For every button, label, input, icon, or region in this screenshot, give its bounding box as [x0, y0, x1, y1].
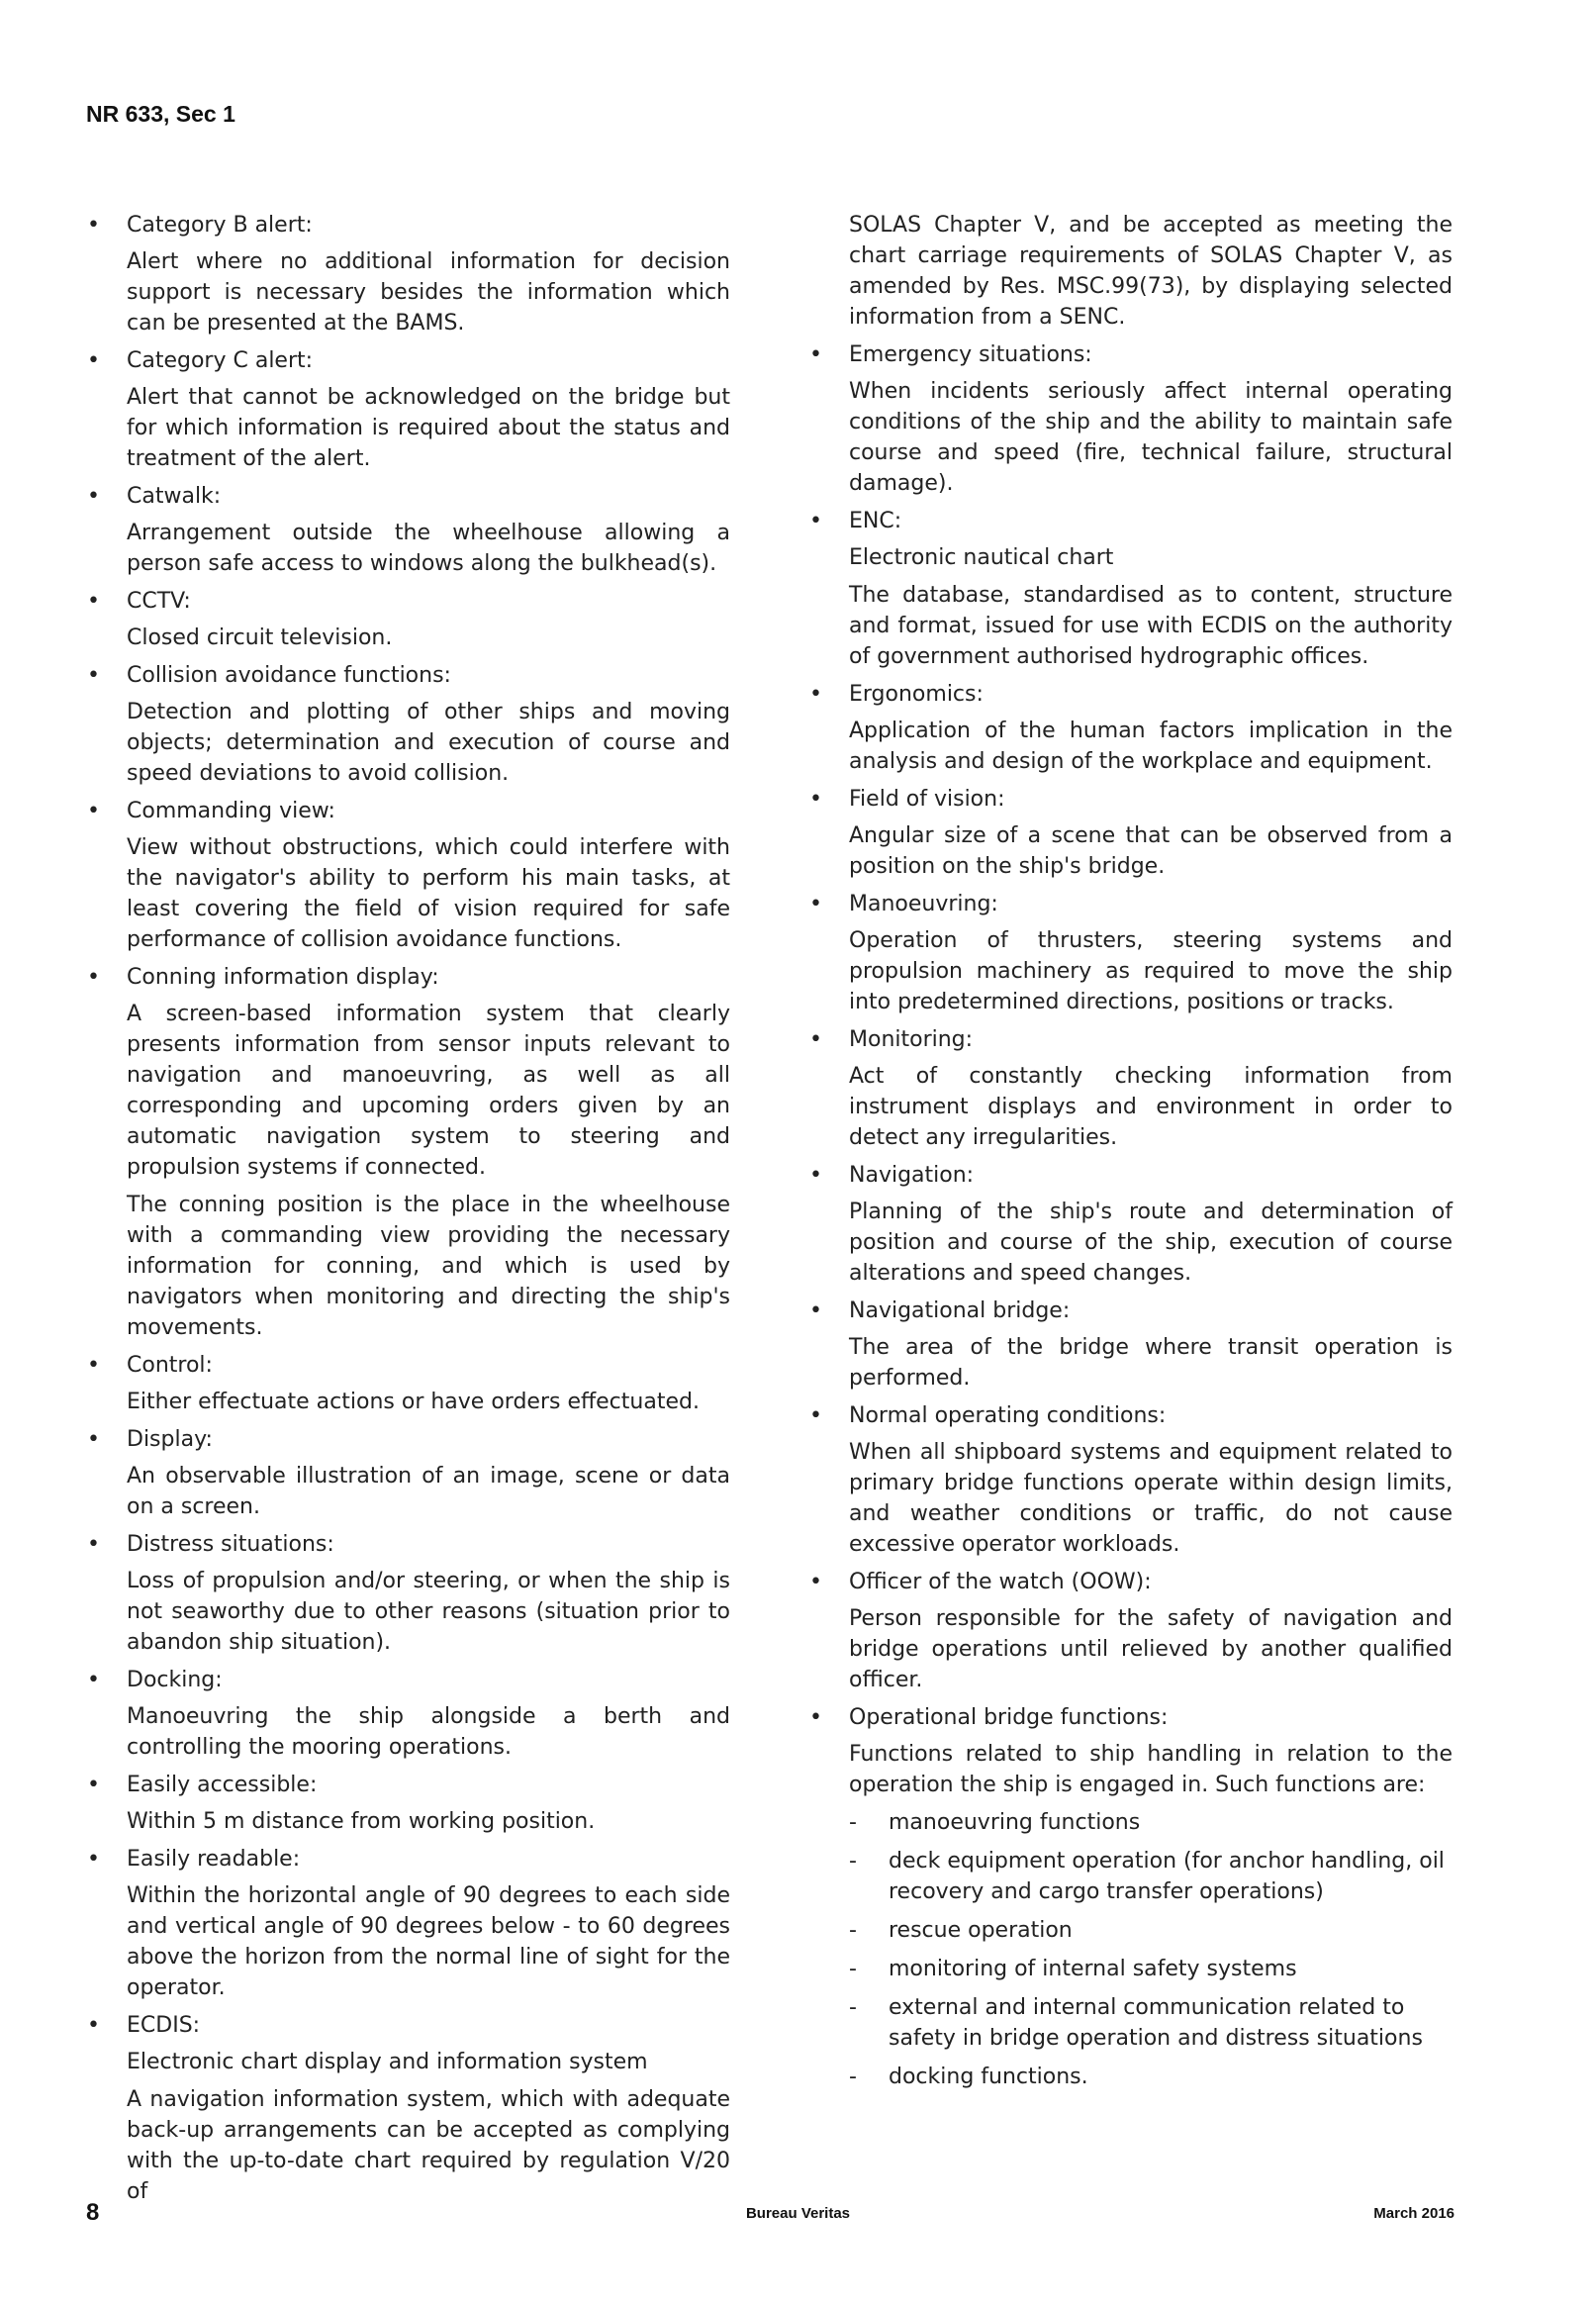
glossary-definition: The database, standardised as to content, structure and format, issued for use with ECDIS on the authority of government authorised hydrographic offices. [849, 583, 1453, 669]
glossary-entry [809, 784, 1453, 882]
glossary-definition: Either effectuate actions or have orders effectuated. [127, 1390, 700, 1414]
glossary-term [87, 481, 730, 512]
glossary-entry [87, 660, 730, 789]
glossary-definition: View without obstructions, which could interfere with the navigator's ability to perform his main tasks, at least covering the field of vision required for safe performance of collision avoidance functions. [127, 835, 730, 952]
dash-marker: - [849, 1849, 857, 1874]
glossary-term-label: ENC: [849, 509, 902, 533]
list-item [849, 1954, 1453, 1984]
glossary-term-label: Operational bridge functions: [849, 1705, 1169, 1730]
glossary-term [809, 506, 1453, 536]
glossary-term [809, 1024, 1453, 1055]
bullet-marker: • [87, 799, 100, 823]
bullet-marker: • [87, 965, 100, 990]
glossary-definition: Alert that cannot be acknowledged on the bridge but for which information is required about the status and treatment of the alert. [127, 385, 730, 471]
glossary-term-label: Conning information display: [127, 965, 439, 990]
glossary-term-label: Docking: [127, 1668, 223, 1692]
left-column [87, 210, 730, 2214]
bullet-marker: • [809, 1163, 822, 1188]
glossary-entry [809, 1024, 1453, 1153]
glossary-term-label: Category C alert: [127, 348, 314, 373]
glossary-definition: A screen-based information system that clearly presents information from sensor inputs relevant to navigation and manoeuvring, as well as all corresponding and upcoming orders given by an automatic navigation system to steering and propulsion systems if connected. [127, 1002, 730, 1180]
list-item-text: rescue operation [889, 1918, 1073, 1943]
publisher-name: Bureau Veritas [745, 2205, 851, 2222]
bullet-marker: • [87, 1773, 100, 1797]
glossary-term [87, 586, 730, 617]
glossary-term-label: Ergonomics: [849, 682, 984, 707]
glossary-term [87, 345, 730, 376]
glossary-definition: Electronic nautical chart [849, 545, 1114, 570]
glossary-term [87, 660, 730, 691]
bullet-marker: • [87, 1532, 100, 1557]
glossary-entry [809, 1400, 1453, 1560]
glossary-term-label: Easily readable: [127, 1847, 301, 1872]
glossary-entry [87, 1529, 730, 1658]
glossary-definition: Alert where no additional information for decision support is necessary besides the information which can be presented at the BAMS. [127, 249, 730, 336]
glossary-entry [87, 586, 730, 653]
bullet-marker: • [87, 1427, 100, 1452]
glossary-definition: An observable illustration of an image, scene or data on a screen. [127, 1464, 730, 1519]
glossary-term [809, 1400, 1453, 1431]
bridge-functions-list [849, 1807, 1453, 2092]
dash-marker: - [849, 1810, 857, 1835]
dash-marker: - [849, 1957, 857, 1981]
glossary-definition: A navigation information system, which with adequate back-up arrangements can be accepted as complying with the up-to-date chart required by regulation V/20 of [127, 2087, 730, 2204]
bullet-marker: • [87, 589, 100, 614]
glossary-entry [87, 1424, 730, 1522]
bullet-marker: • [809, 1705, 822, 1730]
glossary-term-label: Easily accessible: [127, 1773, 318, 1797]
glossary-term-label: Navigational bridge: [849, 1298, 1071, 1323]
continued-definition: SOLAS Chapter V, and be accepted as meeting the chart carriage requirements of SOLAS Chapter V, as amended by Res. MSC.99(73), by displaying selected information from a SENC. [849, 213, 1453, 330]
publication-date: March 2016 [1373, 2205, 1455, 2222]
glossary-entry [87, 481, 730, 579]
glossary-term [809, 889, 1453, 919]
glossary-term-label: Emergency situations: [849, 342, 1092, 367]
glossary-term [87, 1770, 730, 1800]
glossary-term-label: Officer of the watch (OOW): [849, 1570, 1152, 1594]
glossary-term [87, 2010, 730, 2041]
list-item [849, 1846, 1453, 1907]
glossary-term [87, 210, 730, 240]
glossary-definition: Electronic chart display and information system [127, 2050, 648, 2074]
glossary-term-label: Navigation: [849, 1163, 975, 1188]
bullet-marker: • [809, 892, 822, 916]
list-item-text: external and internal communication related to safety in bridge operation and distress situations [889, 1995, 1423, 2051]
glossary-term-label: Collision avoidance functions: [127, 663, 451, 688]
glossary-term [87, 1665, 730, 1695]
glossary-entry [87, 1665, 730, 1763]
glossary-definition: Operation of thrusters, steering systems and propulsion machinery as required to move the ship into predetermined directions, positions or tracks. [849, 928, 1453, 1014]
glossary-entry [87, 345, 730, 474]
list-item-text: monitoring of internal safety systems [889, 1957, 1297, 1981]
glossary-term [809, 1296, 1453, 1326]
right-column [809, 210, 1453, 2100]
glossary-definition: Functions related to ship handling in relation to the operation the ship is engaged in. Such functions are: [849, 1742, 1453, 1797]
glossary-term-label: Manoeuvring: [849, 892, 998, 916]
list-item [849, 2062, 1453, 2092]
page-number: 8 [86, 2199, 100, 2226]
bullet-marker: • [87, 348, 100, 373]
glossary-term [809, 679, 1453, 710]
bullet-marker: • [87, 484, 100, 509]
glossary-definition: Person responsible for the safety of navigation and bridge operations until relieved by another qualified officer. [849, 1606, 1453, 1692]
glossary-term-label: Control: [127, 1353, 213, 1378]
glossary-entry [87, 1770, 730, 1837]
glossary-entry [87, 210, 730, 338]
glossary-term [87, 1844, 730, 1874]
dash-marker: - [849, 1918, 857, 1943]
bullet-marker: • [87, 1668, 100, 1692]
glossary-term [87, 796, 730, 826]
glossary-definition: Within 5 m distance from working position. [127, 1809, 596, 1834]
glossary-definition: Within the horizontal angle of 90 degrees to each side and vertical angle of 90 degrees below - to 60 degrees above the horizon from the normal line of sight for the operator. [127, 1883, 730, 2000]
glossary-term [87, 962, 730, 993]
bullet-marker: • [87, 663, 100, 688]
bullet-marker: • [87, 1847, 100, 1872]
glossary-term [87, 1350, 730, 1381]
glossary-definition: Application of the human factors implication in the analysis and design of the workplace and equipment. [849, 719, 1453, 774]
bullet-marker: • [87, 2013, 100, 2038]
bullet-marker: • [809, 342, 822, 367]
dash-marker: - [849, 1995, 857, 2020]
list-item [849, 1807, 1453, 1838]
bullet-marker: • [809, 1027, 822, 1052]
glossary-term-label: Distress situations: [127, 1532, 334, 1557]
glossary-entry [809, 506, 1453, 672]
glossary-entry [87, 2010, 730, 2207]
glossary-entry [809, 1702, 1453, 1800]
glossary-term [809, 339, 1453, 370]
glossary-term [809, 1702, 1453, 1733]
document-header: NR 633, Sec 1 [86, 101, 235, 127]
glossary-definition: Closed circuit television. [127, 625, 393, 650]
glossary-entry [87, 1844, 730, 2003]
glossary-entry [87, 796, 730, 955]
glossary-definition: Loss of propulsion and/or steering, or when the ship is not seaworthy due to other reasons (situation prior to abandon ship situation). [127, 1569, 730, 1655]
glossary-term-label: Display: [127, 1427, 213, 1452]
bullet-marker: • [809, 1570, 822, 1594]
glossary-term-label: Category B alert: [127, 213, 313, 238]
bullet-marker: • [809, 1403, 822, 1428]
glossary-entry [87, 962, 730, 1343]
glossary-term [809, 784, 1453, 815]
glossary-definition: Planning of the ship's route and determination of position and course of the ship, execution of course alterations and speed changes. [849, 1200, 1453, 1286]
glossary-entry [809, 889, 1453, 1017]
glossary-term [809, 1567, 1453, 1597]
glossary-definition: The area of the bridge where transit operation is performed. [849, 1335, 1453, 1391]
bullet-marker: • [809, 787, 822, 812]
bullet-marker: • [809, 509, 822, 533]
glossary-term [87, 1424, 730, 1455]
glossary-term-label: Normal operating conditions: [849, 1403, 1167, 1428]
glossary-entry [87, 1350, 730, 1417]
glossary-definition: Act of constantly checking information from instrument displays and environment in order to detect any irregularities. [849, 1064, 1453, 1150]
list-item [849, 1992, 1453, 2054]
glossary-entry [809, 339, 1453, 499]
glossary-definition: Detection and plotting of other ships and moving objects; determination and execution of course and speed deviations to avoid collision. [127, 700, 730, 786]
glossary-definition: When all shipboard systems and equipment related to primary bridge functions operate within design limits, and weather conditions or traffic, do not cause excessive operator workloads. [849, 1440, 1453, 1557]
glossary-entry [809, 1567, 1453, 1695]
bullet-marker: • [87, 1353, 100, 1378]
bullet-marker: • [809, 682, 822, 707]
glossary-term-label: ECDIS: [127, 2013, 201, 2038]
bullet-marker: • [809, 1298, 822, 1323]
bullet-marker: • [87, 213, 100, 238]
glossary-term [809, 1160, 1453, 1191]
list-item-text: docking functions. [889, 2065, 1088, 2089]
list-item-text: deck equipment operation (for anchor handling, oil recovery and cargo transfer operations) [889, 1849, 1445, 1904]
dash-marker: - [849, 2065, 857, 2089]
glossary-term-label: Field of vision: [849, 787, 1005, 812]
list-item-text: manoeuvring functions [889, 1810, 1141, 1835]
glossary-term-label: Catwalk: [127, 484, 222, 509]
glossary-entry [809, 1160, 1453, 1289]
glossary-definition: When incidents seriously affect internal operating conditions of the ship and the ability to maintain safe course and speed (fire, technical failure, structural damage). [849, 379, 1453, 496]
glossary-definition: Angular size of a scene that can be observed from a position on the ship's bridge. [849, 823, 1453, 879]
glossary-definition: The conning position is the place in the wheelhouse with a commanding view providing the necessary information for conning, and which is used by navigators when monitoring and directing the ship's movements. [127, 1193, 730, 1340]
list-item [849, 1915, 1453, 1946]
glossary-term [87, 1529, 730, 1560]
glossary-entry [809, 1296, 1453, 1393]
glossary-entry [809, 679, 1453, 777]
glossary-definition: Manoeuvring the ship alongside a berth and controlling the mooring operations. [127, 1704, 730, 1760]
glossary-term-label: Commanding view: [127, 799, 335, 823]
glossary-term-label: Monitoring: [849, 1027, 974, 1052]
glossary-term-label: CCTV: [127, 589, 191, 614]
glossary-definition: Arrangement outside the wheelhouse allowing a person safe access to windows along the bulkhead(s). [127, 521, 730, 576]
